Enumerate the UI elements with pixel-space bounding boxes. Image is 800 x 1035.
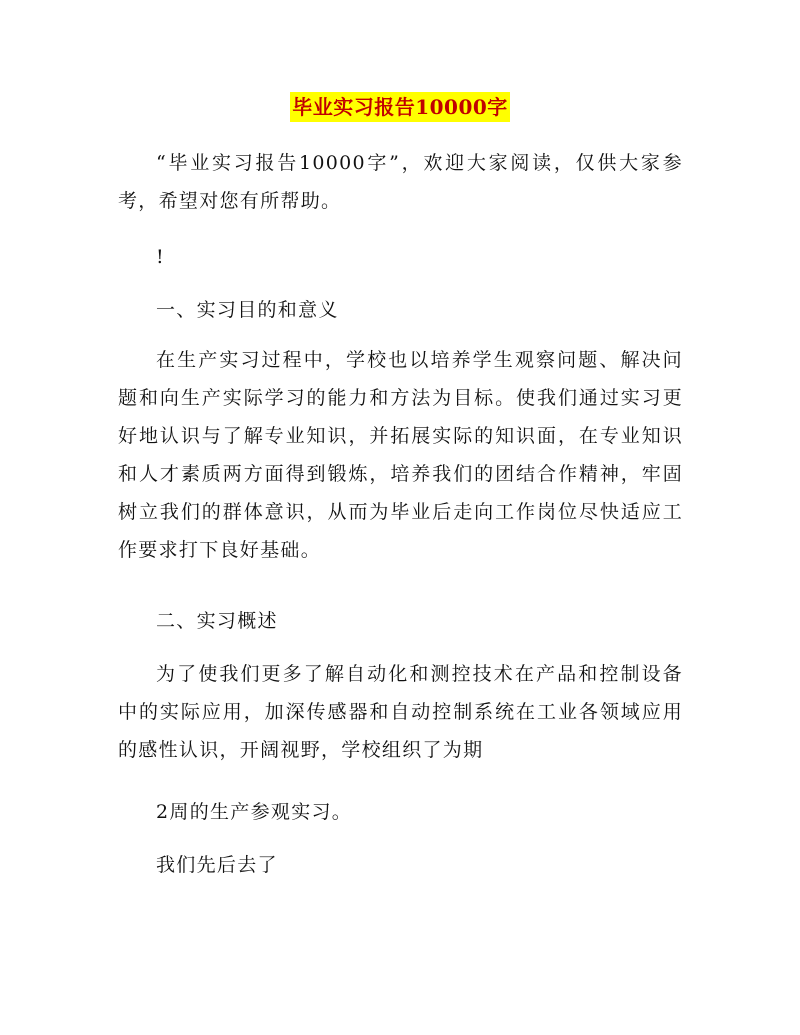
section-heading: 二、实习概述 — [156, 610, 278, 632]
paragraph-duration — [118, 793, 683, 831]
section-heading-overview — [118, 602, 683, 640]
section-heading: 一、实习目的和意义 — [156, 299, 339, 321]
paragraph-text: 我们先后去了 — [156, 854, 278, 876]
title-container — [0, 92, 800, 122]
section-heading-purpose — [118, 291, 683, 329]
paragraph-text: 为了使我们更多了解自动化和测控技术在产品和控制设备中的实际应用，加深传感器和自动控制系统在工业各领域应用的感性认识，开阔视野，学校组织了为期 — [118, 663, 683, 761]
paragraph-text: ! — [156, 246, 165, 268]
paragraph-text: “毕业实习报告10000字”，欢迎大家阅读，仅供大家参考，希望对您有所帮助。 — [118, 152, 683, 212]
paragraph-text: 在生产实习过程中，学校也以培养学生观察问题、解决问题和向生产实际学习的能力和方法为目标。使我们通过实习更好地认识与了解专业知识，并拓展实际的知识面，在专业知识和人才素质两方面得到锻炼，培养我们的团结合作精神，牢固树立我们的群体意识，从而为毕业后走向工作岗位尽快适应工作要求打下良好基础。 — [118, 349, 683, 561]
paragraph-visits — [118, 846, 683, 884]
paragraph-overview — [118, 655, 683, 769]
paragraph-intro — [118, 144, 683, 220]
paragraph-exclamation — [118, 238, 683, 276]
paragraph-text: 2周的生产参观实习。 — [156, 801, 353, 823]
paragraph-purpose — [118, 341, 683, 569]
document-title: 毕业实习报告10000字 — [290, 92, 510, 122]
